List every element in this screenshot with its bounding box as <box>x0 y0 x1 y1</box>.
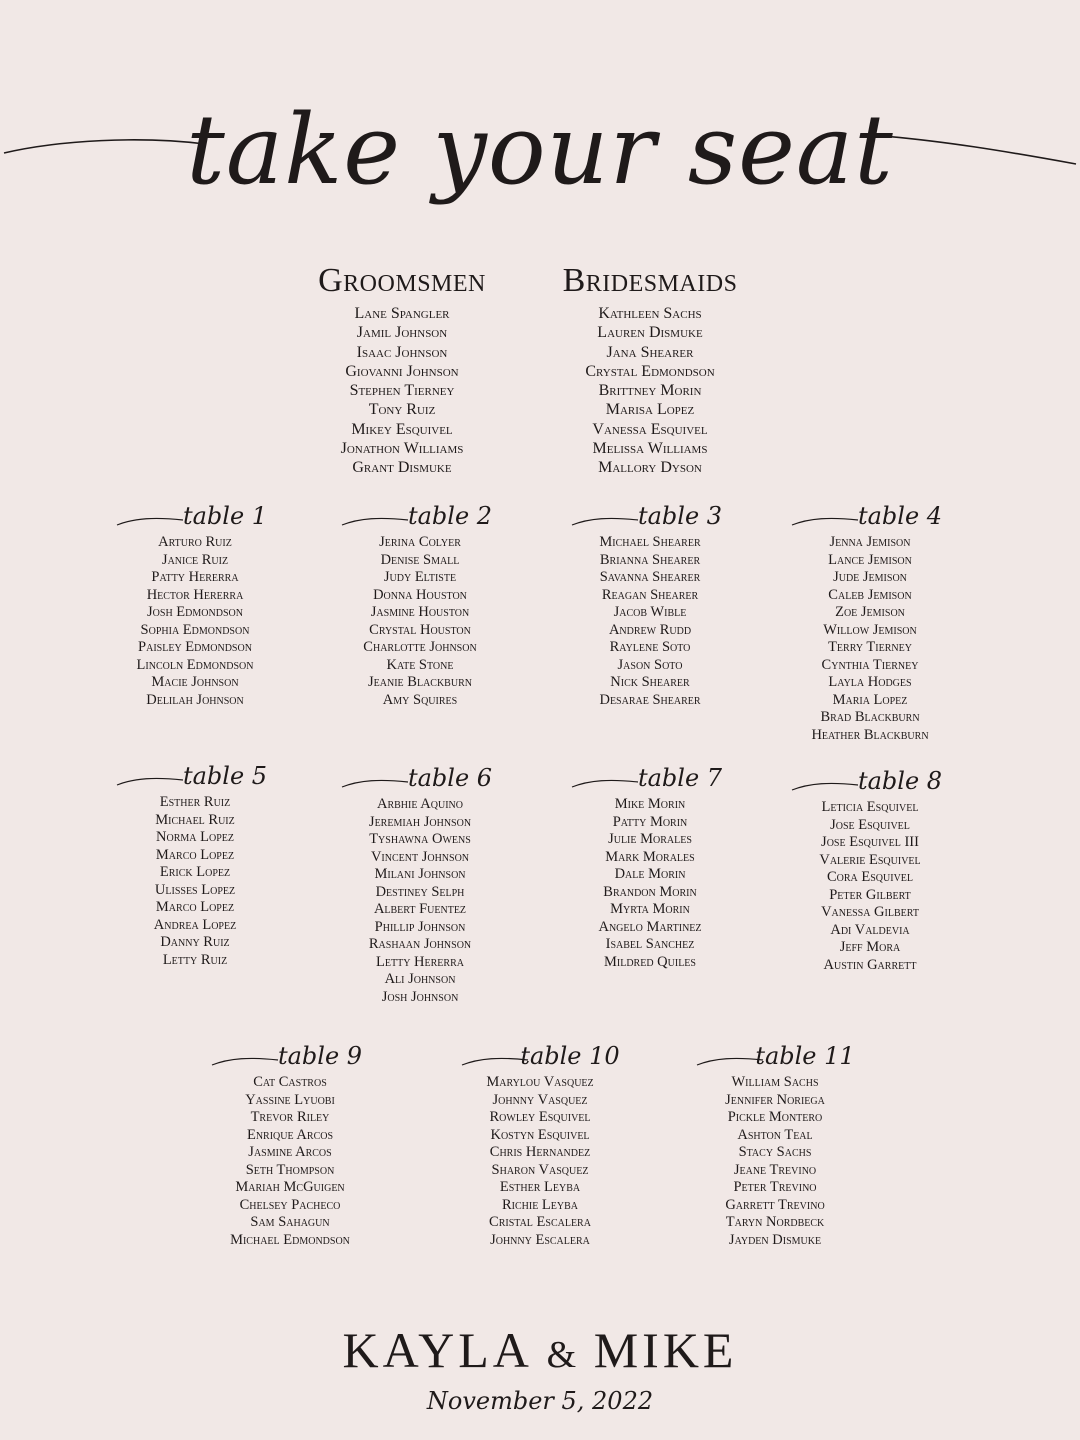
guest-name: Norma Lopez <box>156 829 234 845</box>
guest-name: Melissa Williams <box>592 440 708 458</box>
guest-name: Josh Johnson <box>381 988 459 1005</box>
table-heading <box>310 500 530 534</box>
guest-name: Marisa Lopez <box>605 401 695 419</box>
guest-name: Mariah McGuigen <box>235 1179 345 1195</box>
guest-name: Jose Esquivel <box>830 816 910 833</box>
table-block <box>760 765 980 974</box>
guest-name: Janice Ruiz <box>161 551 229 568</box>
guest-name: Ulisses Lopez <box>154 881 236 898</box>
table-label: table 6 <box>407 764 493 792</box>
guest-name: Patty Morin <box>612 813 688 830</box>
guest-name: Ashton Teal <box>737 1126 813 1143</box>
table-block <box>540 762 760 971</box>
guest-name: Zoe Jemison <box>835 604 905 620</box>
guest-name: Brittney Morin <box>598 382 702 400</box>
guest-name: Johnny Escalera <box>490 1231 590 1248</box>
guest-name: Milani Johnson <box>374 866 466 882</box>
table-guest-list <box>310 534 530 709</box>
guest-name: Stacy Sachs <box>738 1144 812 1160</box>
guest-name: Amy Squires <box>382 691 458 708</box>
guest-name: Willow Jemison <box>823 621 917 638</box>
table-block <box>180 1040 400 1249</box>
table-heading <box>540 500 760 534</box>
bride-name: KAYLA <box>342 1322 531 1378</box>
guest-name: Mark Morales <box>605 848 695 865</box>
guest-name: Jonathon Williams <box>340 440 464 458</box>
guest-name: Rowley Esquivel <box>489 1109 591 1125</box>
table-guest-list <box>85 534 305 709</box>
guest-name: Lance Jemison <box>828 551 912 568</box>
table-label: table 7 <box>637 764 723 792</box>
table-block <box>310 762 530 1006</box>
guest-name: Patty Hererra <box>151 569 239 585</box>
guest-name: Judy Eltiste <box>383 569 457 585</box>
table-label: table 1 <box>182 502 268 530</box>
guest-name: Julie Morales <box>608 831 692 847</box>
groom-name: MIKE <box>593 1322 738 1378</box>
table-block <box>760 500 980 744</box>
guest-name: Layla Hodges <box>828 674 912 690</box>
guest-name: Marco Lopez <box>155 899 235 915</box>
table-heading <box>760 500 980 534</box>
guest-name: Jennifer Noriega <box>725 1091 825 1108</box>
guest-name: Mildred Quiles <box>604 953 696 970</box>
guest-name: Jasmine Arcos <box>248 1144 332 1160</box>
table-guest-list <box>180 1074 400 1249</box>
guest-name: Destiney Selph <box>375 883 465 900</box>
guest-name: Letty Ruiz <box>162 951 228 968</box>
guest-name: Cat Castros <box>253 1074 327 1090</box>
table-guest-list <box>540 534 760 709</box>
guest-name: Isabel Sanchez <box>605 936 695 952</box>
table-label: table 2 <box>407 502 493 530</box>
guest-name: Erick Lopez <box>159 864 231 880</box>
guest-name: Vincent Johnson <box>370 848 470 865</box>
table-heading <box>180 1040 400 1074</box>
guest-name: Tyshawna Owens <box>369 831 471 847</box>
hero-header <box>0 40 1080 220</box>
guest-name: Myrta Morin <box>610 901 690 917</box>
guest-name: Michael Shearer <box>599 534 701 550</box>
table-guest-list <box>540 796 760 971</box>
guest-name: Mikey Esquivel <box>351 420 453 438</box>
table-guest-list <box>665 1074 885 1249</box>
guest-name: Giovanni Johnson <box>345 362 459 380</box>
guest-name: Jeremiah Johnson <box>368 813 472 830</box>
guest-name: Charlotte Johnson <box>363 639 477 655</box>
guest-name: Mallory Dyson <box>598 459 702 477</box>
guest-name: Jerina Colyer <box>379 534 461 550</box>
guest-name: Chris Hernandez <box>489 1144 591 1160</box>
guest-name: Lane Spangler <box>354 305 450 322</box>
guest-name: Maria Lopez <box>832 691 908 708</box>
guest-name: Jeanie Blackburn <box>368 674 472 690</box>
table-heading <box>665 1040 885 1074</box>
guest-name: Macie Johnson <box>151 674 239 690</box>
guest-name: Heather Blackburn <box>811 726 929 743</box>
guest-name: William Sachs <box>731 1074 819 1090</box>
guest-name: Jamil Johnson <box>356 324 448 342</box>
guest-name: Rashaan Johnson <box>368 936 472 952</box>
guest-name: Esther Leyba <box>499 1179 581 1195</box>
guest-name: Michael Edmondson <box>230 1231 350 1248</box>
guest-name: Trevor Riley <box>250 1109 330 1125</box>
guest-name: Cristal Escalera <box>489 1214 591 1230</box>
guest-name: Johnny Vasquez <box>492 1091 588 1108</box>
guest-name: Phillip Johnson <box>374 918 466 935</box>
table-label: table 10 <box>520 1042 620 1070</box>
guest-name: Andrea Lopez <box>153 916 237 933</box>
guest-name: Marco Lopez <box>155 846 235 863</box>
guest-name: Jana Shearer <box>606 343 694 361</box>
guest-name: Stephen Tierney <box>349 382 455 400</box>
guest-name: Jeane Trevino <box>733 1161 817 1178</box>
guest-name: Cynthia Tierney <box>821 656 919 673</box>
table-guest-list <box>760 799 980 974</box>
guest-name: Crystal Edmondson <box>585 362 715 380</box>
guest-name: Adi Valdevia <box>830 921 910 938</box>
guest-name: Jude Jemison <box>833 569 907 585</box>
page-title: take your seat <box>186 94 894 206</box>
guest-name: Sam Sahagun <box>250 1214 330 1230</box>
table-block <box>310 500 530 709</box>
guest-name: Arturo Ruiz <box>158 534 232 550</box>
guest-name: Taryn Nordbeck <box>725 1214 825 1230</box>
guest-name: Peter Gilbert <box>829 886 911 903</box>
guest-name: Lincoln Edmondson <box>136 656 254 673</box>
guest-name: Letty Hererra <box>376 953 464 970</box>
guest-name: Arbhie Aquino <box>377 796 463 812</box>
guest-name: Caleb Jemison <box>828 586 912 603</box>
guest-name: Pickle Montero <box>727 1109 823 1125</box>
guest-name: Esther Ruiz <box>159 794 231 810</box>
guest-name: Jose Esquivel III <box>821 834 919 850</box>
guest-name: Danny Ruiz <box>160 934 230 950</box>
guest-name: Valerie Esquivel <box>819 851 921 868</box>
guest-name: Hector Hererra <box>146 586 244 603</box>
couple-names <box>0 1322 1080 1383</box>
guest-name: Josh Edmondson <box>147 604 243 620</box>
guest-name: Desarae Shearer <box>599 691 701 708</box>
table-guest-list <box>760 534 980 744</box>
bridesmaids-list <box>545 304 755 478</box>
guest-name: Vanessa Gilbert <box>821 904 919 920</box>
table-block <box>430 1040 650 1249</box>
guest-name: Jenna Jemison <box>829 534 911 550</box>
guest-name: Jacob Wible <box>613 604 687 620</box>
table-heading <box>310 762 530 796</box>
table-guest-list <box>310 796 530 1006</box>
table-label: table 9 <box>277 1042 363 1070</box>
guest-name: Michael Ruiz <box>155 811 235 828</box>
table-heading <box>85 500 305 534</box>
guest-name: Kate Stone <box>386 656 454 673</box>
guest-name: Peter Trevino <box>733 1179 817 1195</box>
table-block <box>665 1040 885 1249</box>
table-block <box>85 760 305 969</box>
guest-name: Leticia Esquivel <box>821 799 919 815</box>
guest-name: Paisley Edmondson <box>138 639 252 655</box>
wedding-date: November 5, 2022 <box>426 1387 654 1415</box>
guest-name: Jasmine Houston <box>370 604 470 620</box>
guest-name: Terry Tierney <box>828 639 912 655</box>
ampersand: & <box>546 1334 578 1376</box>
guest-name: Richie Leyba <box>501 1196 579 1213</box>
guest-name: Tony Ruiz <box>368 401 436 419</box>
guest-name: Jayden Dismuke <box>728 1231 822 1248</box>
table-heading <box>760 765 980 799</box>
table-label: table 5 <box>182 762 268 790</box>
groomsmen-group <box>300 262 504 478</box>
guest-name: Vanessa Esquivel <box>592 420 708 438</box>
bridesmaids-group <box>545 262 755 478</box>
guest-name: Marylou Vasquez <box>486 1074 594 1090</box>
table-label: table 3 <box>637 502 723 530</box>
guest-name: Grant Dismuke <box>352 459 452 477</box>
guest-name: Yassine Lyuobi <box>245 1091 335 1108</box>
guest-name: Albert Fuentez <box>373 901 467 917</box>
guest-name: Lauren Dismuke <box>597 324 703 342</box>
guest-name: Raylene Soto <box>609 639 691 655</box>
guest-name: Austin Garrett <box>823 956 917 973</box>
guest-name: Brad Blackburn <box>820 709 920 725</box>
table-label: table 4 <box>857 502 943 530</box>
table-block <box>85 500 305 709</box>
guest-name: Nick Shearer <box>610 674 690 690</box>
table-heading <box>85 760 305 794</box>
guest-name: Brianna Shearer <box>599 551 701 568</box>
guest-name: Andrew Rudd <box>608 621 692 638</box>
guest-name: Crystal Houston <box>369 621 471 638</box>
guest-name: Chelsey Pacheco <box>239 1196 341 1213</box>
guest-name: Kathleen Sachs <box>598 305 702 322</box>
guest-name: Denise Small <box>380 551 460 568</box>
guest-name: Cora Esquivel <box>826 869 914 885</box>
table-heading <box>430 1040 650 1074</box>
groomsmen-title: Groomsmen <box>318 262 486 299</box>
guest-name: Garrett Trevino <box>725 1196 825 1213</box>
table-guest-list <box>430 1074 650 1249</box>
table-label: table 8 <box>857 767 943 795</box>
guest-name: Sharon Vasquez <box>491 1161 589 1178</box>
guest-name: Isaac Johnson <box>356 343 448 361</box>
table-heading <box>540 762 760 796</box>
guest-name: Seth Thompson <box>245 1161 335 1178</box>
guest-name: Sophia Edmondson <box>140 621 250 638</box>
guest-name: Donna Houston <box>373 586 467 603</box>
guest-name: Reagan Shearer <box>601 586 699 603</box>
guest-name: Mike Morin <box>614 796 686 812</box>
table-label: table 11 <box>755 1042 855 1070</box>
guest-name: Jason Soto <box>617 656 683 673</box>
bridesmaids-title: Bridesmaids <box>562 262 738 299</box>
guest-name: Kostyn Esquivel <box>490 1126 590 1143</box>
table-block <box>540 500 760 709</box>
guest-name: Angelo Martinez <box>598 918 702 935</box>
guest-name: Brandon Morin <box>603 883 697 900</box>
guest-name: Jeff Mora <box>839 939 901 955</box>
guest-name: Enrique Arcos <box>246 1126 334 1143</box>
table-guest-list <box>85 794 305 969</box>
guest-name: Ali Johnson <box>384 971 456 987</box>
guest-name: Delilah Johnson <box>146 691 244 708</box>
guest-name: Dale Morin <box>614 866 686 882</box>
groomsmen-list <box>300 304 504 478</box>
guest-name: Savanna Shearer <box>599 569 701 585</box>
